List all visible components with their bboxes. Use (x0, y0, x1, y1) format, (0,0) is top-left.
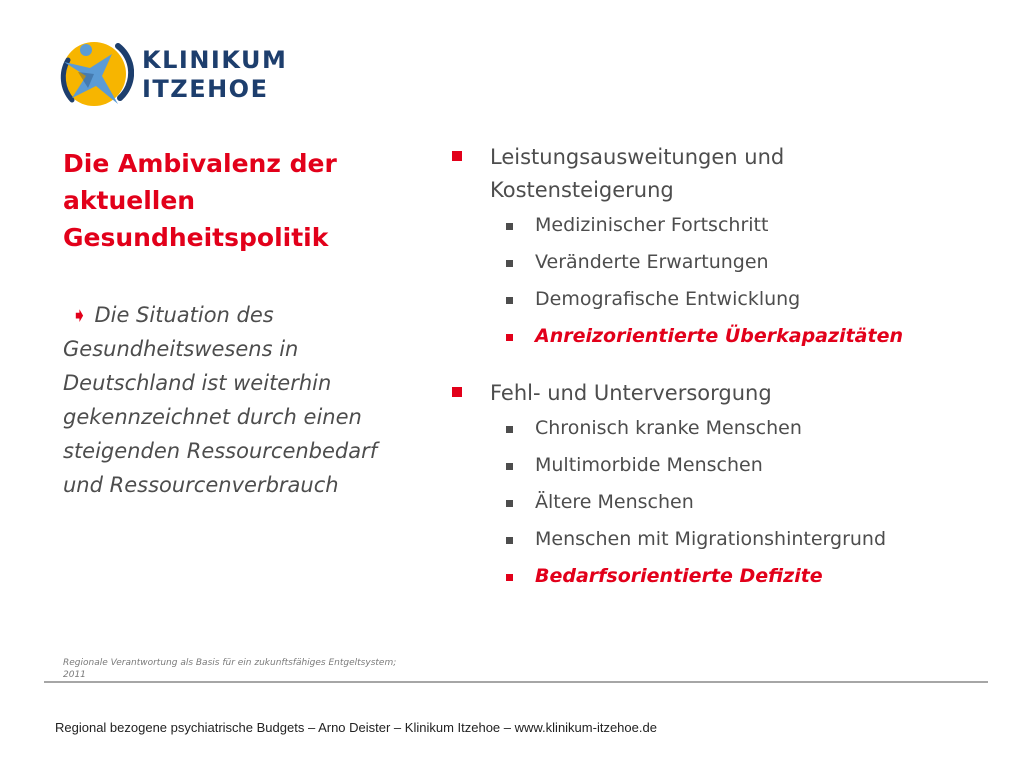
square-bullet-icon (506, 260, 513, 267)
double-arrow-icon: ➧ (71, 303, 88, 327)
sub-bullet-label: Multimorbide Menschen (535, 454, 763, 476)
sub-bullet-highlight (452, 558, 1012, 595)
square-bullet-icon (506, 223, 513, 230)
square-bullet-icon (452, 387, 462, 397)
source-line-1: Regionale Verantwortung als Basis für ein zukunftsfähiges Entgeltsystem; (63, 658, 397, 668)
klinikum-itzehoe-logo (58, 36, 288, 112)
square-bullet-icon (506, 463, 513, 470)
subtitle-line-2: Gesundheitswesens in (63, 337, 299, 361)
bullet-heading-line-1: Leistungsausweitungen und (490, 145, 785, 169)
sub-bullet-item (452, 244, 1012, 281)
sub-bullet-label: Medizinischer Fortschritt (535, 214, 769, 236)
sub-bullet-highlight (452, 318, 1012, 355)
square-bullet-icon (506, 297, 513, 304)
footer-divider (44, 681, 988, 683)
sub-bullet-label: Ältere Menschen (535, 491, 694, 513)
sub-bullet-item (452, 484, 1012, 521)
square-bullet-icon (506, 574, 513, 581)
bullet-fehlversorgung (452, 377, 1012, 410)
square-bullet-icon (506, 426, 513, 433)
bullet-heading: Fehl- und Unterversorgung (490, 381, 772, 405)
source-note (63, 657, 423, 681)
sub-bullet-item (452, 207, 1012, 244)
footer-text: Regional bezogene psychiatrische Budgets – Arno Deister – Klinikum Itzehoe – www.klinikum-itzehoe.de (55, 720, 657, 735)
sub-bullet-label: Veränderte Erwartungen (535, 251, 769, 273)
subtitle-line-6: und Ressourcenverbrauch (63, 473, 339, 497)
title-line-1: Die Ambivalenz der (63, 149, 337, 178)
title-line-2: aktuellen (63, 186, 196, 215)
sub-bullet-label: Chronisch kranke Menschen (535, 417, 802, 439)
source-line-2: 2011 (63, 670, 86, 680)
logo-figure-icon (58, 36, 134, 112)
logo-line-1: KLINIKUM (142, 46, 288, 74)
square-bullet-icon (506, 537, 513, 544)
sub-bullet-item (452, 521, 1012, 558)
sub-bullet-item (452, 410, 1012, 447)
sub-bullet-label: Menschen mit Migrationshintergrund (535, 528, 887, 550)
subtitle-text (63, 298, 413, 502)
square-bullet-icon (506, 334, 513, 341)
title-line-3: Gesundheitspolitik (63, 223, 329, 252)
sub-bullet-highlight-label: Bedarfsorientierte Defizite (535, 565, 823, 587)
sub-bullet-label: Demografische Entwicklung (535, 288, 801, 310)
sub-bullet-item (452, 447, 1012, 484)
square-bullet-icon (506, 500, 513, 507)
bullet-heading-line-2: Kostensteigerung (490, 178, 674, 202)
bullet-list (452, 141, 1012, 595)
sub-bullet-highlight-label: Anreizorientierte Überkapazitäten (535, 325, 903, 347)
subtitle-line-1: Die Situation des (94, 303, 274, 327)
square-bullet-icon (452, 151, 462, 161)
sub-bullet-item (452, 281, 1012, 318)
subtitle-line-3: Deutschland ist weiterhin (63, 371, 332, 395)
logo-line-2: ITZEHOE (142, 75, 269, 103)
bullet-leistungsausweitungen (452, 141, 1012, 207)
subtitle-line-4: gekennzeichnet durch einen (63, 405, 362, 429)
slide-title (63, 145, 393, 256)
subtitle-line-5: steigenden Ressourcenbedarf (63, 439, 378, 463)
